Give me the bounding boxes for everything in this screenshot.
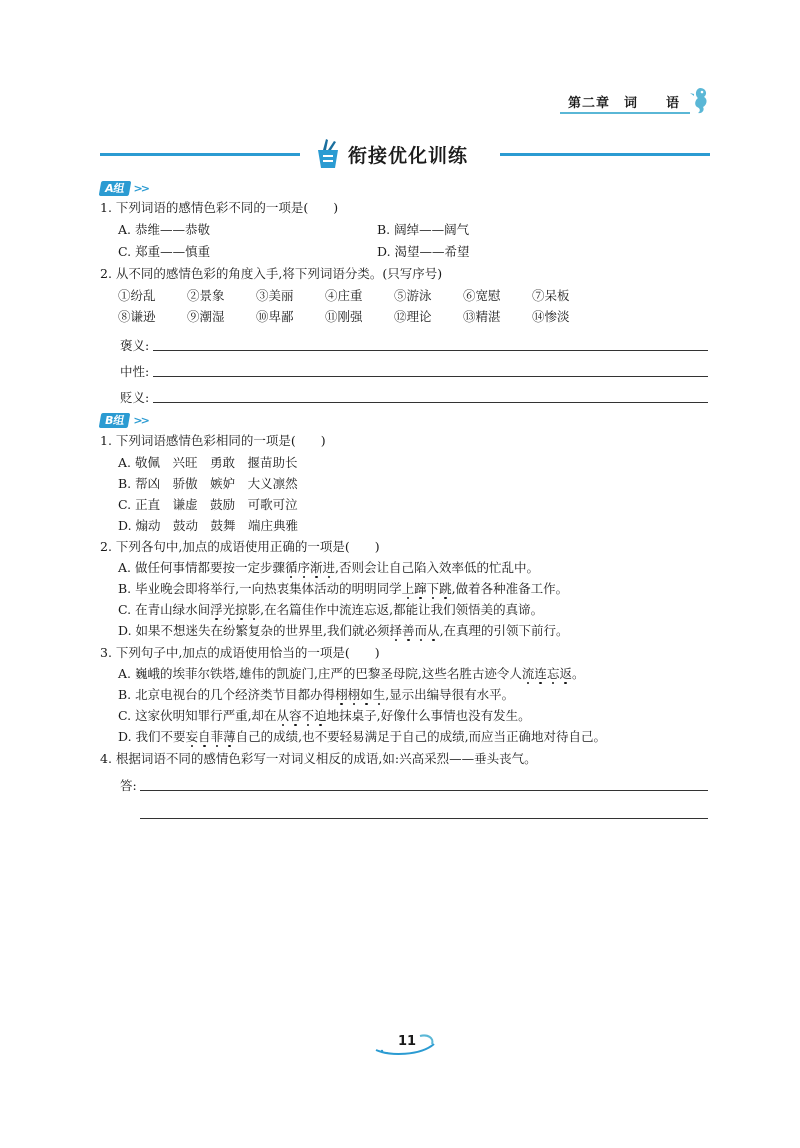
option-text: ,做着各种准备工作。 — [451, 581, 569, 596]
a-q1-option-b: B. 阔绰——阔气 — [377, 222, 470, 237]
group-b-label: B组 — [99, 413, 131, 428]
b-q1-option-a: A. 敬佩 兴旺 勇敢 揠苗助长 — [118, 455, 298, 470]
word-item: ⑥宽慰 — [463, 288, 501, 303]
a-q1-option-a: A. 恭维——恭敬 — [118, 222, 210, 237]
b-q1-option-d: D. 煽动 鼓动 鼓舞 端庄典雅 — [118, 518, 299, 533]
dotted-char: 进 — [322, 560, 336, 575]
dotted-char: 渐 — [310, 560, 323, 575]
option-text: A. 巍峨的埃菲尔铁塔,雄伟的凯旋门,庄严的巴黎圣母院,这些名胜古迹令人 — [118, 666, 522, 681]
a-q2-word-row-1 — [118, 288, 601, 304]
a-q2-word-row-2 — [118, 309, 601, 325]
dotted-char: 影 — [247, 602, 261, 617]
word-item: ⑪刚强 — [325, 309, 363, 324]
b-q2-option-d — [118, 623, 569, 639]
dotted-idiom — [277, 708, 327, 723]
dotted-char: 妄 — [185, 729, 199, 744]
dotted-idiom — [186, 729, 236, 744]
dotted-char: 容 — [289, 708, 302, 723]
word-item: ③美丽 — [256, 288, 294, 303]
page-footer — [370, 1030, 440, 1056]
a-q1-option-d: D. 渴望——希望 — [377, 244, 470, 259]
word-item: ⑫理论 — [394, 309, 432, 324]
dotted-char: 如 — [360, 687, 373, 702]
dotted-idiom — [210, 602, 260, 617]
group-a-label: A组 — [99, 181, 131, 196]
dotted-char: 光 — [222, 602, 236, 617]
group-a-badge — [100, 180, 148, 196]
title-line-right — [500, 153, 710, 156]
dotted-char: 而 — [414, 623, 428, 638]
header-underline — [560, 112, 690, 114]
dotted-char: 返 — [559, 666, 572, 681]
title-line-left — [100, 153, 300, 156]
dotted-idiom — [522, 666, 572, 681]
b-q3-option-c — [118, 708, 531, 724]
option-text: 地抹桌子,好像什么事情也没有发生。 — [326, 708, 531, 723]
a-q1-stem: 1. 下列词语的感情色彩不同的一项是( ) — [100, 200, 339, 215]
dotted-char: 忘 — [546, 666, 560, 681]
option-text: 。 — [571, 666, 585, 681]
dotted-idiom — [390, 623, 440, 638]
dotted-char: 浮 — [210, 602, 223, 617]
dotted-char: 薄 — [223, 729, 236, 744]
option-text: D. 如果不想迷失在纷繁复杂的世界里,我们就必须 — [118, 623, 390, 638]
word-item: ②景象 — [187, 288, 225, 303]
a-q2-stem: 2. 从不同的感情色彩的角度入手,将下列词语分类。(只写序号) — [100, 266, 443, 281]
option-text: C. 在青山绿水间 — [118, 602, 211, 617]
dotted-char: 栩 — [347, 687, 361, 702]
dotted-char: 流 — [521, 666, 535, 681]
a-q1-option-c: C. 郑重——慎重 — [118, 244, 211, 259]
pencil-cup-icon — [314, 138, 342, 170]
dotted-char: 循 — [284, 560, 298, 575]
b-q4-stem: 4. 根据词语不同的感情色彩写一对词义相反的成语,如:兴高采烈——垂头丧气。 — [100, 751, 537, 766]
answer-label: 答: — [120, 778, 137, 793]
double-chevron-icon: >> — [133, 181, 148, 195]
b-q3-option-a — [118, 666, 584, 682]
dotted-char: 菲 — [210, 729, 224, 744]
dotted-char: 自 — [198, 729, 211, 744]
double-chevron-icon: >> — [133, 413, 148, 427]
option-text: ,在真理的引领下前行。 — [439, 623, 569, 638]
option-text: D. 我们不要 — [118, 729, 186, 744]
b-q3-stem: 3. 下列句子中,加点的成语使用恰当的一项是( ) — [100, 645, 380, 660]
dotted-char: 蹿 — [414, 581, 427, 596]
b-q1-option-b: B. 帮凶 骄傲 嫉妒 大义凛然 — [118, 476, 298, 491]
dotted-char: 不 — [301, 708, 315, 723]
b-q2-stem: 2. 下列各句中,加点的成语使用正确的一项是( ) — [100, 539, 380, 554]
word-item: ⑤游泳 — [394, 288, 432, 303]
option-text: B. 毕业晚会即将举行,一向热衷集体活动的明明同学 — [118, 581, 402, 596]
praise-label: 褒义: — [120, 338, 150, 353]
neutral-label: 中性: — [120, 364, 150, 379]
seahorse-icon — [688, 86, 710, 116]
derog-answer-line[interactable] — [153, 402, 708, 403]
b-q3-option-b — [118, 687, 514, 703]
word-item: ⑩卑鄙 — [256, 309, 294, 324]
dotted-char: 从 — [276, 708, 290, 723]
answer-line-1[interactable] — [140, 790, 708, 791]
dotted-char: 下 — [426, 581, 440, 596]
dotted-char: 掠 — [235, 602, 248, 617]
dotted-char: 栩 — [335, 687, 348, 702]
neutral-answer-line[interactable] — [153, 376, 708, 377]
word-item: ①纷乱 — [118, 288, 156, 303]
option-text: B. 北京电视台的几个经济类节目都办得 — [118, 687, 336, 702]
option-text: A. 做任何事情都要按一定步骤 — [118, 560, 285, 575]
b-q3-option-d — [118, 729, 606, 745]
dotted-char: 生 — [372, 687, 386, 702]
dotted-char: 上 — [401, 581, 415, 596]
option-text: ,否则会让自己陷入效率低的忙乱中。 — [335, 560, 540, 575]
word-item: ⑨潮湿 — [187, 309, 225, 324]
b-q2-option-b — [118, 581, 568, 597]
dotted-char: 连 — [534, 666, 547, 681]
dotted-char: 择 — [389, 623, 403, 638]
answer-line-2[interactable] — [140, 818, 708, 819]
dotted-idiom — [402, 581, 452, 596]
option-text: 自己的成绩,也不要轻易满足于自己的成绩,而应当正确地对待自己。 — [235, 729, 607, 744]
word-item: ⑧谦逊 — [118, 309, 156, 324]
dotted-char: 跳 — [439, 581, 452, 596]
page-number: 11 — [398, 1034, 417, 1049]
b-q2-option-c — [118, 602, 543, 618]
section-title-bar — [100, 138, 710, 172]
b-q2-option-a — [118, 560, 539, 576]
dotted-idiom — [335, 687, 385, 702]
dotted-char: 从 — [427, 623, 440, 638]
chapter-title: 第二章 词 语 — [568, 96, 681, 111]
dotted-char: 善 — [402, 623, 415, 638]
derog-label: 贬义: — [120, 390, 150, 405]
b-q1-stem: 1. 下列词语感情色彩相同的一项是( ) — [100, 433, 326, 448]
option-text: ,在名篇佳作中流连忘返,都能让我们领悟美的真谛。 — [260, 602, 544, 617]
option-text: ,显示出编导很有水平。 — [385, 687, 515, 702]
group-b-badge — [100, 412, 148, 428]
section-title: 衔接优化训练 — [348, 145, 469, 167]
dotted-char: 迫 — [314, 708, 327, 723]
dotted-char: 序 — [297, 560, 311, 575]
word-item: ⑬精湛 — [463, 309, 501, 324]
praise-answer-line[interactable] — [153, 350, 708, 351]
word-item: ⑭惨淡 — [532, 309, 570, 324]
b-q1-option-c: C. 正直 谦虚 鼓励 可歌可泣 — [118, 497, 298, 512]
word-item: ④庄重 — [325, 288, 363, 303]
option-text: C. 这家伙明知罪行严重,却在 — [118, 708, 277, 723]
dotted-idiom — [285, 560, 335, 575]
word-item: ⑦呆板 — [532, 288, 570, 303]
chapter-header — [560, 86, 710, 118]
